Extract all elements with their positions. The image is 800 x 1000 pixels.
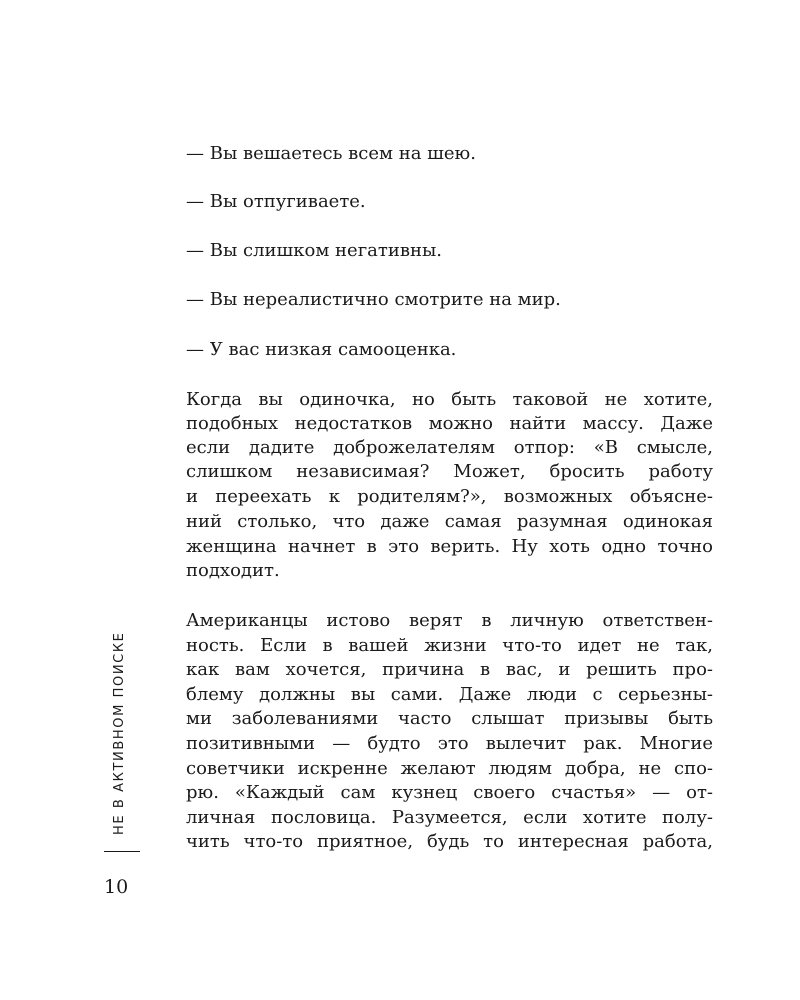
- paragraph-line: как вам хочется, причина в вас, и решить про-: [186, 659, 713, 680]
- running-head-rule: [104, 851, 140, 852]
- paragraph-line: подходит.: [186, 560, 280, 581]
- dialog-line: — Вы отпугиваете.: [186, 191, 366, 212]
- dialog-line: — У вас низкая самооценка.: [186, 339, 457, 360]
- running-head: НЕ В АКТИВНОМ ПОИСКЕ: [112, 631, 127, 835]
- dialog-line: — Вы нереалистично смотрите на мир.: [186, 289, 561, 310]
- paragraph-line: если дадите доброжелателям отпор: «В смысле,: [186, 437, 713, 458]
- page-number: 10: [104, 876, 129, 898]
- paragraph-line: личная пословица. Разумеется, если хотите полу-: [186, 807, 713, 828]
- paragraph-line: ми заболеваниями часто слышат призывы быть: [186, 708, 713, 729]
- paragraph-line: позитивными — будто это вылечит рак. Многие: [186, 733, 713, 754]
- paragraph-line: слишком независимая? Может, бросить работу: [186, 461, 713, 482]
- paragraph-line: ний столько, что даже самая разумная одинокая: [186, 511, 713, 532]
- dialog-line: — Вы слишком негативны.: [186, 240, 442, 261]
- paragraph-line: чить что-то приятное, будь то интересная работа,: [186, 831, 713, 852]
- dialog-line: — Вы вешаетесь всем на шею.: [186, 143, 476, 164]
- paragraph-line: блему должны вы сами. Даже люди с серьезны-: [186, 684, 713, 705]
- paragraph-line: ность. Если в вашей жизни что-то идет не так,: [186, 635, 713, 656]
- paragraph-line: Американцы истово верят в личную ответствен-: [186, 610, 713, 631]
- paragraph-line: и переехать к родителям?», возможных объясне-: [186, 486, 713, 507]
- paragraph-line: подобных недостатков можно найти массу. Даже: [186, 413, 713, 434]
- paragraph-line: женщина начнет в это верить. Ну хоть одно точно: [186, 536, 713, 557]
- paragraph-line: рю. «Каждый сам кузнец своего счастья» — от-: [186, 782, 713, 803]
- paragraph-line: Когда вы одиночка, но быть таковой не хотите,: [186, 389, 713, 410]
- paragraph-line: советчики искренне желают людям добра, не спо-: [186, 758, 713, 779]
